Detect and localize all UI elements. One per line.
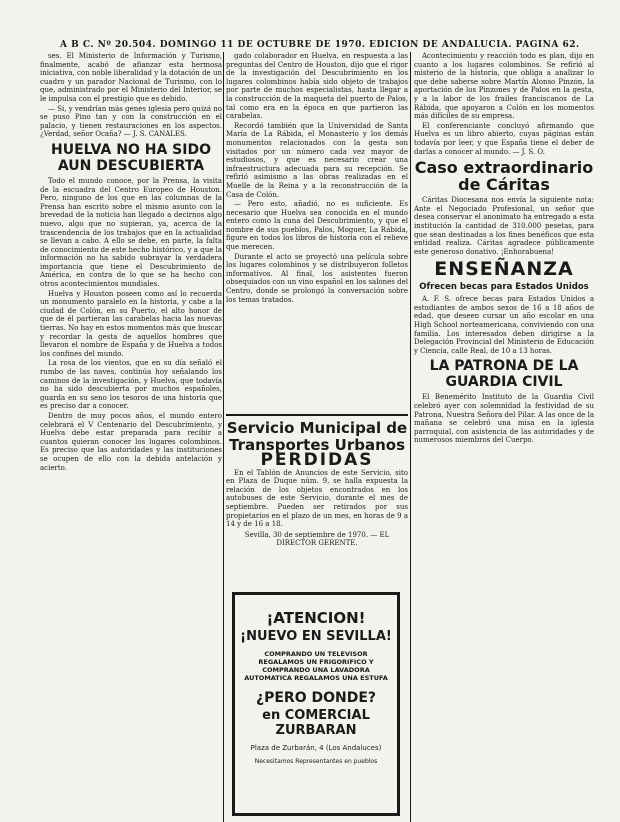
ad-headline: ¡ATENCION! bbox=[266, 609, 366, 627]
ad-body: COMPRANDO UN TELEVISOR REGALAMOS UN FRIGORIFICO Y COMPRANDO UNA LAVADORA AUTOMATICA REGALAMOS UNA ESTUFA bbox=[244, 650, 388, 682]
ad-shop-name: en COMERCIAL ZURBARAN bbox=[262, 708, 370, 738]
article-paragraph: Recordó también que la Universidad de Santa María de La Rábida, el Monasterio y los demás monumentos relacionados con la gesta son visitados por un número cada vez mayor de estudiosos, y que es necesario crear una infraestructura adecuada para su recepción. Se refirió asimismo a las obras realizadas en el Muelle de la Reina y a la reconstrucción de la Casa de Colón. bbox=[226, 121, 408, 199]
article-paragraph: Huelva y Houston poseen como así lo recuerda un monumento paralelo en la historia, y cabe a la ciudad de Colón, en su Puerto, el alto honor de que de él partieran las carabelas hacia las nuevas tierras. No hay en estos momentos más que buscar y recordar la gesta de aquellos hombres que llevaron el nombre de España y de Huelva a todos los confines del mundo. bbox=[40, 289, 222, 358]
caritas-body: Cáritas Diocesana nos envía la siguiente nota: Ante el Negociado Profesional, un señor que desea conservar el anonimato ha entregado a esta institución la cantidad de 310.000 pesetas, para que sean destinadas a los fines benéficos que esta entidad realiza. Cáritas agradece públicamente este generoso donativo. ¡Enhorabuena! bbox=[414, 196, 594, 256]
guardia-body: El Benemérito Instituto de la Guardia Civil celebró ayer con solemnidad la festividad de su Patrona, Nuestra Señora del Pilar. A las once de la mañana se celebró una misa en la iglesia parroquial, con asistencia de las autoridades y de numerosos miembros del Cuerpo. bbox=[414, 393, 594, 445]
article-intro: ses. El Ministerio de Información y Turismo, finalmente, acabó de afianzar esta hermosa iniciativa, con noble liberalidad y la dotación de un cuadro y un parador Nacional de Turismo, con lo que, administrado por el Ministerio del Interior, se le impulsa con el prestigio que es debido. bbox=[40, 52, 222, 103]
column-middle bbox=[226, 52, 408, 432]
column-left bbox=[40, 52, 222, 822]
ad-address: Plaza de Zurbarán, 4 (Los Andaluces) bbox=[250, 744, 382, 752]
headline-ensenanza: ENSEÑANZA bbox=[434, 258, 574, 281]
article-paragraph: gado colaborador en Huelva, en respuesta a las preguntas del Centro de Houston, dijo que el rigor de la investigación del Descubrimiento en los lugares colombinos había sido objeto de trabajos por parte de muchos especialistas, hasta llegar a la construcción de la maqueta del puerto de Palos, tal como era en la época en que partieron las carabelas. bbox=[226, 52, 408, 121]
advertisement bbox=[232, 592, 400, 816]
article-paragraph: La rosa de los vientos, que en su día señaló el rumbo de las naves, continúa hoy señalando los caminos de la investigación, y Huelva, que todavía no ha sido descubierta por muchos españoles, guarda en su seno los tesoros de una historia que es preciso dar a conocer. bbox=[40, 359, 222, 411]
notice-title: Servicio Municipal de Transportes Urbanos bbox=[226, 420, 408, 454]
notice-subtitle: PERDIDAS bbox=[260, 450, 374, 470]
article-paragraph: — Pero esto, añadió, no es suficiente. Es necesario que Huelva sea conocida en el mundo entero como la cuna del Descubrimiento, y que el nombre de sus pueblos, Palos, Moguer, La Rábida, figure en todos los libros de historia con el relieve que merecen. bbox=[226, 200, 408, 252]
column-rule bbox=[410, 52, 411, 822]
ad-question: ¿PERO DONDE? bbox=[255, 690, 377, 706]
headline-guardia-civil: LA PATRONA DE LA GUARDIA CIVIL bbox=[429, 358, 579, 391]
headline-huelva: HUELVA NO HA SIDO AUN DESCUBIERTA bbox=[51, 141, 211, 174]
article-paragraph: El conferenciante concluyó afirmando que Huelva es un libro abierto, cuyas páginas están todavía por leer, y que España tiene el deber de darlas a conocer al mundo. — J. S. O. bbox=[414, 121, 594, 156]
notice-signature: Sevilla, 30 de septiembre de 1970. — EL DIRECTOR GERENTE. bbox=[244, 530, 390, 548]
article-paragraph: Acontecimiento y reacción todo es plan, dijo en cuanto a los lugares colombinos. Se refirió al misterio de la historia, que obliga a analizar lo que debe saberse sobre Martín Alonso Pinzón, la aportación de los Pinzones y de Palos en la gesta, y a la labor de los frailes franciscanos de La Rábida, que apoyaron a Colón en los momentos más difíciles de su empresa. bbox=[414, 52, 594, 121]
subhead-becas: Ofrecen becas para Estados Unidos bbox=[419, 282, 589, 293]
column-rule bbox=[223, 52, 224, 822]
article-intro-2: — Si, y vendrían más genes iglesia pero quizá no se puso Pino tan y con la construcción en el palacio, y tienen restauraciones en los aspectos. ¿Verdad, señor Ocaña? — J. S. CANALES. bbox=[40, 104, 222, 139]
article-paragraph: Durante el acto se proyectó una película sobre los lugares colombinos y se distribuyeron folletos informativos. Al final, los asistentes fueron obsequiados con un vino español en los salones del Centro, donde se prolongó la conversación sobre los temas tratados. bbox=[226, 252, 408, 304]
article-paragraph: Todo el mundo conoce, por la Prensa, la visita de la escuadra del Centro Europeo de Houston. Pero, ninguno de los que en las columnas de la Prensa han escrito sobre el mismo asunto con la brevedad de la noticia han llegado a decirnos algo nuevo, algo que no supieran, ya, acerca de la trascendencia de los trabajos que en la actualidad se llevan a cabo. A ello se debe, en parte, la falta de conocimiento de este hecho histórico, y a que la información no ha sabido subrayar la verdadera importancia que tiene el Descubrimiento de América, en contra de lo que se ha hecho con otros acontecimientos mundiales. bbox=[40, 176, 222, 289]
notice-body: En el Tablón de Anuncios de este Servicio, sito en Plaza de Duque núm. 9, se halla expuesta la relación de los objetos encontrados en los autobuses de este Servicio, durante el mes de septiembre. Pueden ser retirados por sus propietarios en el plazo de un mes, en horas de 9 a 14 y de 16 a 18. bbox=[226, 468, 408, 529]
ad-footer: Necesitamos Representantes en pueblos bbox=[254, 758, 378, 765]
headline-caritas: Caso extraordinario de Cáritas bbox=[414, 158, 594, 195]
page-header: A B C. Nº 20.504. DOMINGO 11 DE OCTUBRE DE 1970. EDICION DE ANDALUCIA. PAGINA 62. bbox=[60, 40, 580, 50]
article-paragraph: Dentro de muy pocos años, el mundo entero celebrará el V Centenario del Descubrimiento, y Huelva debe estar preparada para recibir a cuantos quieran conocer los lugares colombinos. Es preciso que las autoridades y las instituciones se ocupen de ello con la debida antelación y acierto. bbox=[40, 411, 222, 472]
ad-headline-2: ¡NUEVO EN SEVILLA! bbox=[240, 629, 392, 644]
section-divider bbox=[226, 414, 408, 416]
ensenanza-body: A. F. S. ofrece becas para Estados Unidos a estudiantes de ambos sexos de 16 a 18 años de edad, que deseen cursar un año escolar en una High School norteamericana, conviviendo con una familia. Los interesados deben dirigirse a la Delegación Provincial del Ministerio de Educación y Ciencia, calle Real, de 10 a 13 horas. bbox=[414, 295, 594, 355]
column-right bbox=[414, 52, 594, 822]
